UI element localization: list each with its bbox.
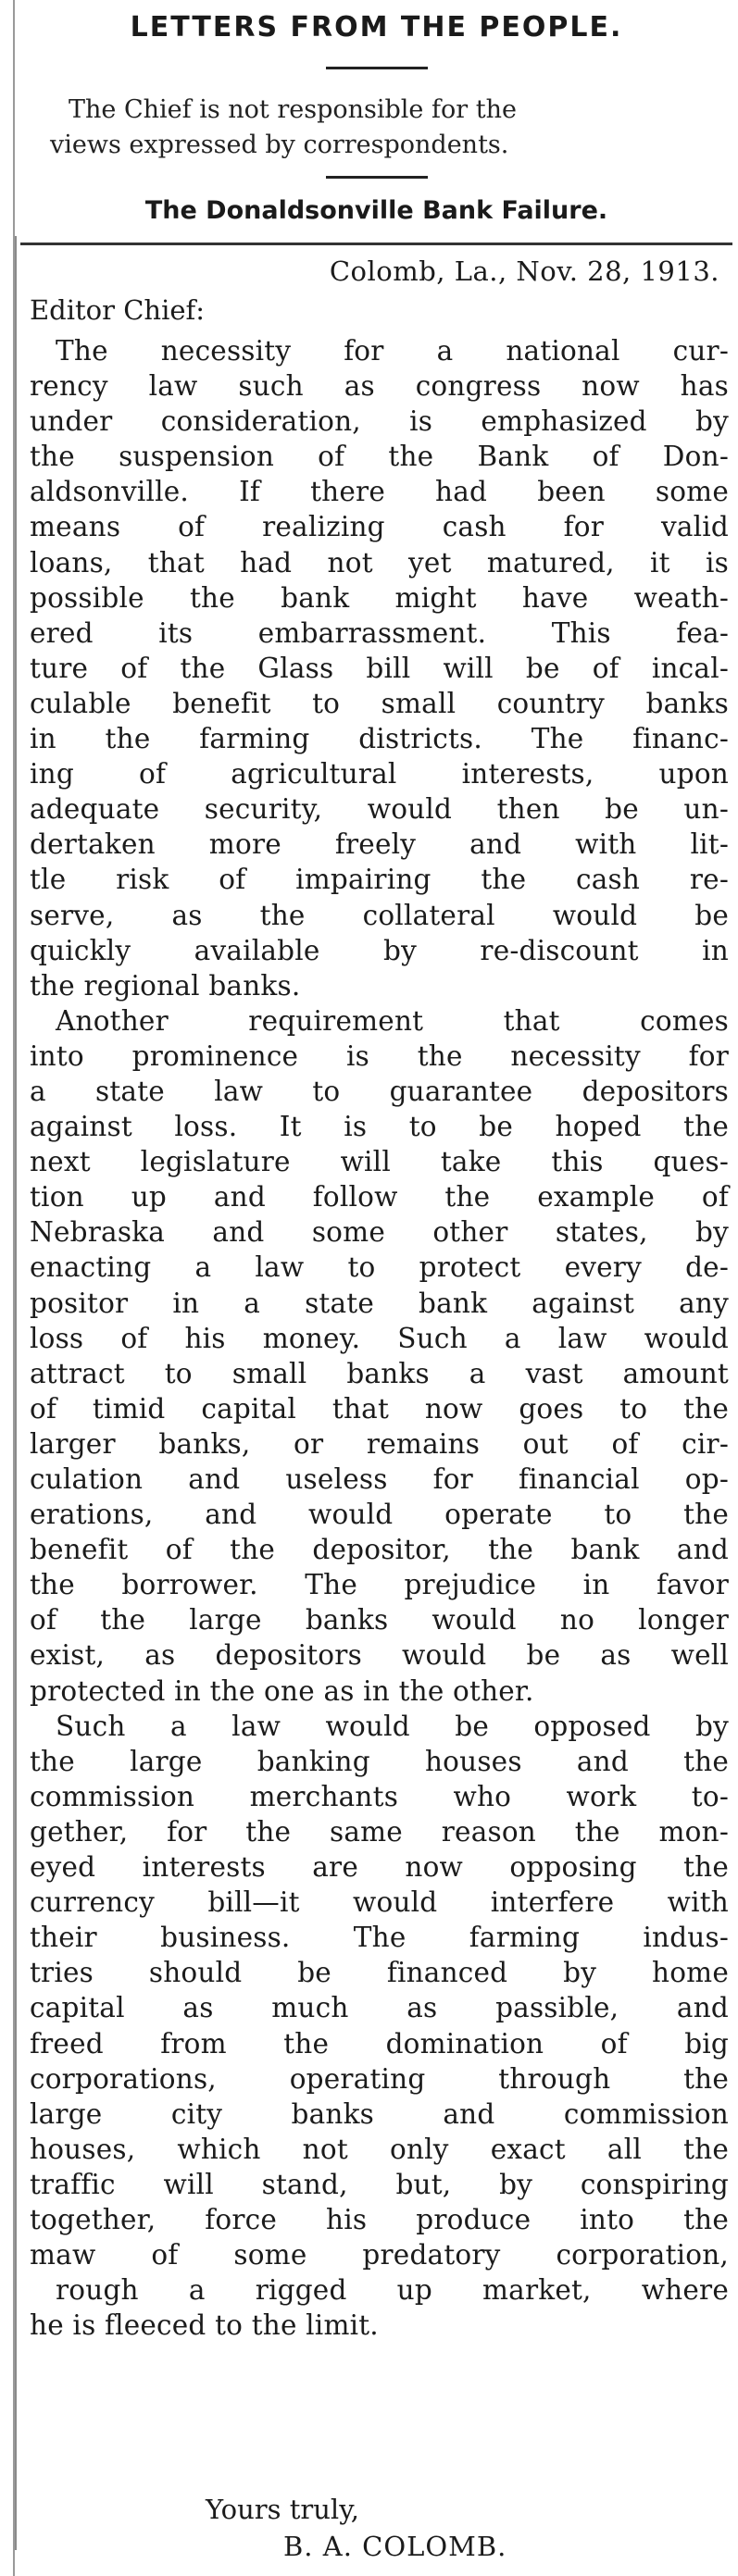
body-line: large city banks and commission [30, 2097, 729, 2130]
body-line: freed from the domination of big [30, 2027, 729, 2060]
body-line: The necessity for a national cur- [56, 335, 729, 367]
body-line: loans, that had not yet matured, it is [30, 546, 729, 579]
body-line: gether, for the same reason the mon- [30, 1815, 729, 1848]
body-line: positor in a state bank against any [30, 1287, 729, 1319]
body-line: the borrower. The prejudice in favor [30, 1569, 729, 1601]
disclaimer-line-2: views expressed by correspondents. [50, 131, 509, 159]
body-line: enacting a law to protect every de- [30, 1251, 729, 1284]
body-line: protected in the one as in the other. [30, 1674, 534, 1707]
body-line: Another requirement that comes [56, 1004, 729, 1037]
body-line: eyed interests are now opposing the [30, 1851, 729, 1884]
body-line: under consideration, is emphasized by [30, 405, 729, 438]
body-line: larger banks, or remains out of cir- [30, 1427, 729, 1460]
letter-title: The Donaldsonville Bank Failure. [144, 196, 608, 225]
body-line: capital as much as passible, and [30, 1992, 729, 2024]
body-line: dertaken more freely and with lit- [30, 828, 729, 861]
body-line: commission merchants who work to- [30, 1780, 729, 1812]
body-line: erations, and would operate to the [30, 1499, 729, 1531]
body-line: of timid capital that now goes to the [30, 1392, 729, 1425]
body-line: ing of agricultural interests, upon [30, 758, 729, 790]
body-line: rough a rigged up market, where [56, 2274, 729, 2307]
body-line: in the farming districts. The financ- [30, 723, 729, 755]
body-line: tries should be financed by home [30, 1957, 729, 1989]
letter-body [30, 333, 729, 2343]
body-line: Nebraska and some other states, by [30, 1216, 729, 1249]
body-line: into prominence is the necessity for [30, 1039, 729, 1072]
body-line: loss of his money. Such a law would [30, 1322, 729, 1354]
body-line: attract to small banks a vast amount [30, 1357, 729, 1389]
heading-rule [326, 67, 428, 69]
body-line: currency bill—it would interfere with [30, 1886, 729, 1919]
body-line: next legislature will take this ques- [30, 1146, 729, 1178]
body-line: aldsonville. If there had been some [30, 476, 729, 508]
body-line: culation and useless for financial op- [30, 1463, 729, 1495]
body-line: ture of the Glass bill will be of incal- [30, 652, 729, 684]
body-line: means of realizing cash for valid [30, 511, 729, 543]
letter-salutation: Editor Chief: [30, 294, 206, 326]
body-line: corporations, operating through the [30, 2062, 729, 2095]
disclaimer-rule [326, 176, 428, 179]
body-line: against loss. It is to be hoped the [30, 1111, 729, 1143]
body-line: houses, which not only exact all the [30, 2133, 729, 2165]
body-line: the regional banks. [30, 969, 301, 1002]
body-line: tion up and follow the example of [30, 1181, 729, 1213]
body-line: of the large banks would no longer [30, 1604, 729, 1636]
body-line: rency law such as congress now has [30, 370, 729, 403]
title-rule [20, 243, 732, 245]
body-line: serve, as the collateral would be [30, 899, 729, 931]
body-line: possible the bank might have weath- [30, 581, 729, 614]
editorial-disclaimer [50, 93, 729, 163]
body-line: traffic will stand, but, by conspiring [30, 2168, 729, 2200]
body-line: tle risk of impairing the cash re- [30, 864, 729, 896]
body-line: together, force his produce into the [30, 2203, 729, 2235]
body-line: a state law to guarantee depositors [30, 1075, 729, 1107]
body-line: the large banking houses and the [30, 1745, 729, 1777]
body-line: the suspension of the Bank of Don- [30, 441, 729, 473]
body-line: quickly available by re-discount in [30, 934, 729, 966]
body-line: adequate security, would then be un- [30, 793, 729, 826]
column-divider-line-inner [15, 236, 17, 2550]
letter-signature: B. A. COLOMB. [283, 2531, 507, 2562]
body-line: their business. The farming indus- [30, 1922, 729, 1954]
body-line: Such a law would be opposed by [56, 1710, 729, 1742]
body-line: maw of some predatory corporation, [30, 2239, 729, 2271]
body-line: culable benefit to small country banks [30, 687, 729, 719]
letter-dateline: Colomb, La., Nov. 28, 1913. [329, 255, 719, 287]
body-line: benefit of the depositor, the bank and [30, 1534, 729, 1566]
disclaimer-line-1: The Chief is not responsible for the [69, 95, 517, 124]
body-line: he is fleeced to the limit. [30, 2309, 379, 2342]
body-line: ered its embarrassment. This fea- [30, 616, 729, 649]
column-heading: LETTERS FROM THE PEOPLE. [130, 11, 623, 44]
letter-closing: Yours truly, [206, 2494, 359, 2525]
body-line: exist, as depositors would be as well [30, 1639, 729, 1672]
